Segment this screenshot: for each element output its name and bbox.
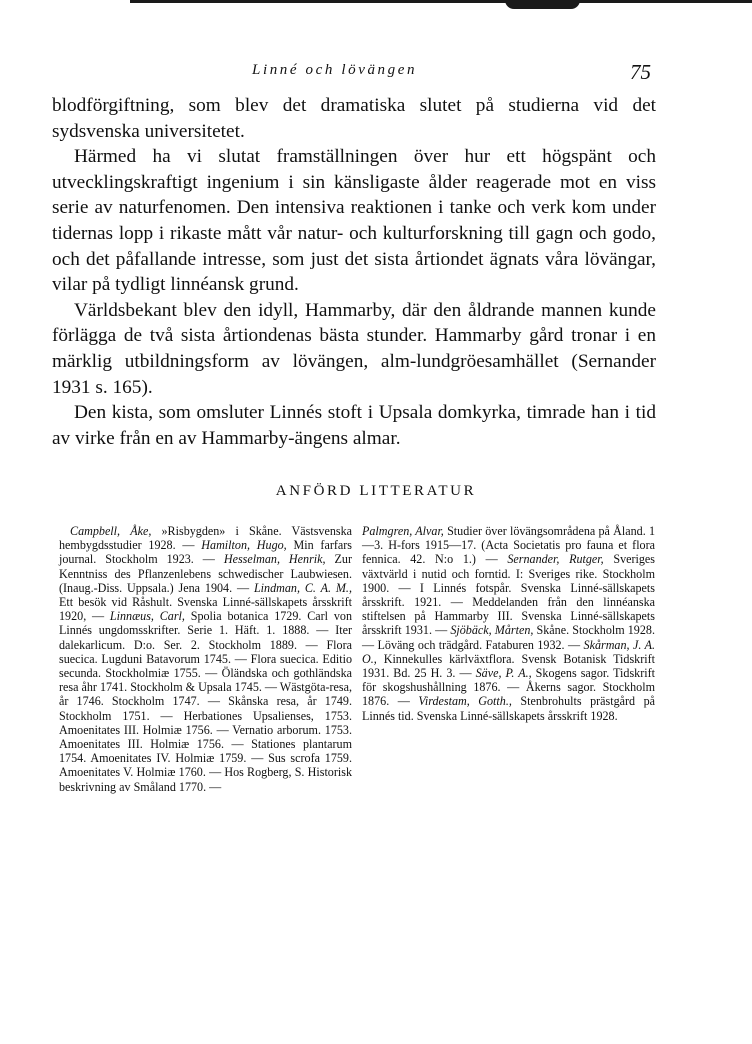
references-heading: ANFÖRD LITTERATUR [275, 483, 477, 499]
ref-text: »Risbygden» i Skåne. Västsvenska hembygdsstudier 1928. — [59, 524, 352, 553]
ref-author: Campbell, Åke, [70, 524, 152, 538]
ref-text: Ett besök vid Råshult. Svenska Linné-sällskapets årsskrift 1920, — [59, 595, 352, 624]
ref-author: Lindman, C. A. M., [253, 580, 352, 595]
ref-text: Kinnekulles kärlväxtflora. Svensk Botanisk Tidskrift 1931. Bd. 25 H. 3. — [362, 651, 655, 681]
ref-text: Stenbrohults prästgård på Linnés tid. Svenska Linné-sällskapets årsskrift 1928. [362, 694, 655, 723]
body-text [52, 93, 656, 451]
ref-author: Hamilton, Hugo, [201, 538, 287, 553]
ref-author: Sjöbäck, Mårten, [450, 623, 534, 638]
body-paragraph: Den kista, som omsluter Linnés stoft i Upsala domkyrka, timrade han i tid av virke från en av Hammarby-ängens almar. [52, 402, 656, 449]
ref-author: Palmgren, Alvar, [362, 524, 444, 538]
body-paragraph: blodförgiftning, som blev det dramatiska slutet på studierna vid det sydsvenska universitetet. [52, 95, 656, 142]
references-column-right [362, 524, 655, 723]
ref-author: Virdestam, Gotth., [418, 694, 512, 709]
references-column-left [59, 524, 352, 794]
ref-author: Skårman, J. A. O., [362, 637, 656, 666]
ref-author: Sernander, Rutger, [507, 552, 604, 567]
ref-text: Skogens sagor. Tidskrift för skogshushållning 1876. — Åkerns sagor. Stockholm 1876. — [362, 666, 655, 709]
body-paragraph: Världsbekant blev den idyll, Hammarby, där den åldrande mannen kunde förlägga de två sista årtiondenas bästa stunder. Hammarby gård tronar i en märklig utbildningsform av lövängen, alm-lundgröesamhället (Sernander 1931 s. 165). [52, 299, 656, 398]
ref-text: Min farfars journal. Stockholm 1923. — [59, 538, 352, 567]
running-head [0, 62, 752, 86]
page-number: 75 [630, 60, 651, 84]
ref-text: Skåne. Stockholm 1928. — Löväng och trädgård. Fataburen 1932. — [362, 623, 655, 652]
running-head-title: Linné och lövängen [252, 62, 418, 78]
reference-list [59, 524, 352, 794]
ref-text: Sveriges växtvärld i nutid och forntid. I: Sveriges rike. Stockholm 1900. — I Linnés fotspår. Svenska Linné-sällskapets årsskrift. 1921. — Meddelanden från den linnéanska stiftelsen på Hammarby III. Svenska Linné-sällskapets årsskrift 1931. — [362, 552, 655, 638]
scan-edge-shadow [130, 0, 752, 3]
ref-text: Zur Kenntniss des Pflanzenlebens schwedischer Laubwiesen. (Inaug.-Diss. Uppsala.) Jena 1904. — [59, 552, 352, 595]
body-paragraph: Härmed ha vi slutat framställningen över hur ett högspänt och utvecklingskraftigt ingenium i sin känsligaste ålder reagerade mot en viss serie av naturfenomen. Den intensiva reaktionen i tanke och verk kom under tidernas lopp i rikaste mått vår natur- och kulturforskning till gagn och godo, och det påfallande intresse, som just det sista årtiondet ägnats våra lövängar, vilar på tydligt linnéansk grund. [52, 146, 656, 296]
reference-list-continued [362, 524, 655, 723]
ref-text: Studier över lövängsområdena på Åland. 1—3. H-fors 1915—17. (Acta Societatis pro fauna et flora fennica. 42. N:o 1.) — [362, 524, 655, 567]
ref-author: Säve, P. A., [475, 666, 532, 681]
scan-smudge [505, 0, 580, 9]
ref-author: Linnæus, Carl, [109, 609, 185, 624]
ref-text: Spolia botanica 1729. Carl von Linnés ungdomsskrifter. Serie 1. Häft. 1. 1888. — Iter dalekarlicum. D:o. Ser. 2. Stockholm 1889. — Flora suecica. Lugduni Batavorum 1745. — Flora suecica. Editio secunda. Stockholmiæ 1755. — Öländska och gothländska resa åhr 1741. Stockholm & Upsala 1745. — Wästgöta-resa, år 1746. Stockholm 1747. — Skånska resa, år 1749. Stockholm 1751. — Herbationes Upsalienses, 1753. Amoenitates III. Holmiæ 1756. — Vernatio arborum. 1753. Amoenitates III. Holmiæ 1756. — Stationes plantarum 1754. Amoenitates IV. Holmiæ 1759. — Sus scrofa 1759. Amoenitates V. Holmiæ 1760. — Hos Rogberg, S. Historisk beskrivning av Småland 1770. — [59, 609, 352, 794]
ref-author: Hesselman, Henrik, [223, 552, 326, 567]
